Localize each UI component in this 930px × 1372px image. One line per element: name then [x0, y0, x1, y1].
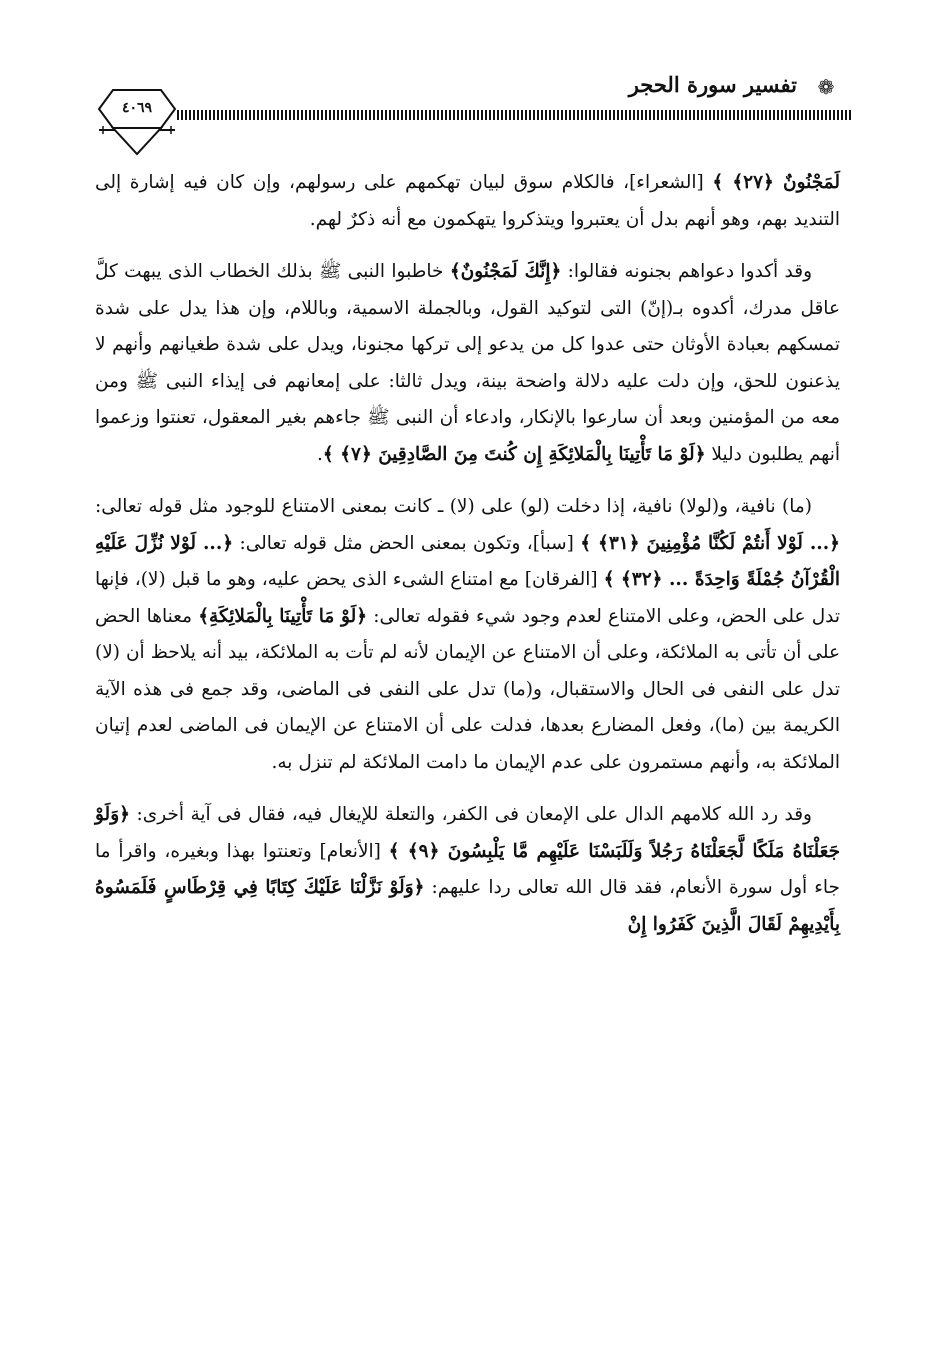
quran-verse: ﴿وَلَوْ نَزَّلْنَا عَلَيْكَ كِتَابًا فِي قِرْطَاسٍ فَلَمَسُوهُ بِأَيْدِيهِمْ لَقَالَ الَّذِينَ كَفَرُوا إِنْ: [95, 877, 840, 935]
paragraph-text: (ما) نافية، و(لولا) نافية، إذا دخلت (لو) على (لا) ـ كانت بمعنى الامتناع للوجود مثل قوله تعالى:: [95, 496, 812, 517]
page-number-frame: [95, 82, 179, 162]
ornament-icon: ❁: [817, 75, 835, 99]
paragraph-text: .: [316, 443, 323, 465]
paragraph: [95, 797, 840, 943]
page-header: [95, 58, 855, 158]
quran-verse: ﴿... لَوْلا نُزِّلَ عَلَيْهِ الْقُرْآنُ جُمْلَةً وَاحِدَةً ... ﴿٣٢﴾ ﴾: [95, 532, 840, 590]
paragraph-text: وقد رد الله كلامهم الدال على الإمعان فى الكفر، والتعلة للإيغال فيه، فقال فى آية أخرى:: [129, 804, 812, 825]
paragraph-text: معناها الحض على أن تأتى به الملائكة، وعلى أن الامتناع عن الإيمان لأنه لم تأت به الملائكة، بيد أنه يلاحظ أن (لا) تدل على النفى فى الحال والاستقبال، و(ما) تدل على النفى فى الماضى، وقد جمع فى هذه الآية الكريمة بين (ما)، وفعل المضارع بعدها، فدلت على أن الامتناع عن الإيمان فى الماضى لعدم إتيان الملائكة به، وأنهم مستمرون على عدم الإيمان ما دامت الملائكة لم تنزل به.: [95, 605, 840, 773]
quran-verse: ﴿لَوْ مَا تَأْتِينَا بِالْمَلائِكَةِ﴾: [198, 605, 368, 627]
quran-verse: ﴿إِنَّكَ لَمَجْنُونٌ﴾: [449, 261, 562, 282]
paragraph-text: خاطبوا النبى ﷺ بذلك الخطاب الذى يبهت كلَّ عاقل مدرك، أكدوه بـ(إنّ) التى لتوكيد القول، وبالجملة الاسمية، وباللام، وإن هذا يدل على شدة تمسكهم بعبادة الأوثان حتى عدوا كل من يدعو إلى تركها مجنونا، ويدل على شدة طغيانهم وأنهم لا يذعنون للحق، وإن دلت عليه دلالة واضحة بينة، ويدل ثالثا: على إمعانهم فى إيذاء النبى ﷺ ومن معه من المؤمنين وبعد أن سارعوا بالإنكار، وادعاء أن النبى ﷺ جاءهم بغير المعقول، تعنتوا وزعموا أنهم يطلبون دليلا: [95, 261, 840, 465]
paragraph: [95, 165, 840, 238]
paragraph-text: [الأنعام] وتعنتوا بهذا وبغيره، واقرأ ما جاء أول سورة الأنعام، فقد قال الله تعالى ردا عليهم:: [95, 840, 840, 898]
running-title: تفسير سورة الحجر: [628, 72, 797, 97]
page-number-badge: [95, 82, 179, 162]
paragraph: [95, 489, 840, 781]
quran-verse: ﴿لَوْ مَا تَأْتِينَا بِالْمَلائِكَةِ إِن كُنتَ مِنَ الصَّادِقِينَ ﴿٧﴾ ﴾: [322, 443, 706, 465]
page-number: ٤٠٦٩: [121, 100, 153, 116]
paragraph-text: [الفرقان] مع امتناع الشىء الذى يحض عليه، وهو ما قبل (لا)، فإنها تدل على الحض، وعلى الامتناع لعدم وجود شيء فقوله تعالى:: [95, 569, 841, 627]
quran-verse: ﴿... لَوْلا أَنتُمْ لَكُنَّا مُؤْمِنِينَ ﴿٣١﴾ ﴾: [580, 532, 840, 554]
body-text: [95, 165, 840, 959]
header-rule: [177, 110, 851, 120]
paragraph-text: [سبأ]، وتكون بمعنى الحض مثل قوله تعالى:: [233, 532, 581, 554]
quran-verse: لَمَجْنُونٌ ﴿٢٧﴾ ﴾: [712, 172, 840, 193]
paragraph: [95, 254, 840, 473]
paragraph-text: وقد أكدوا دعواهم بجنونه فقالوا:: [561, 261, 813, 282]
quran-verse: ﴿وَلَوْ جَعَلْنَاهُ مَلَكًا لَّجَعَلْنَاهُ رَجُلاً وَلَلَبَسْنَا عَلَيْهِم مَّا يَلْبِسُونَ ﴿٩﴾ ﴾: [95, 804, 841, 862]
paragraph-text: [الشعراء]، فالكلام سوق لبيان تهكمهم على رسولهم، وإن كان فيه إشارة إلى التنديد بهم، وهو أنهم بدل أن يعتبروا ويتذكروا يتهكمون مع أنه ذكرٌ لهم.: [95, 172, 840, 230]
